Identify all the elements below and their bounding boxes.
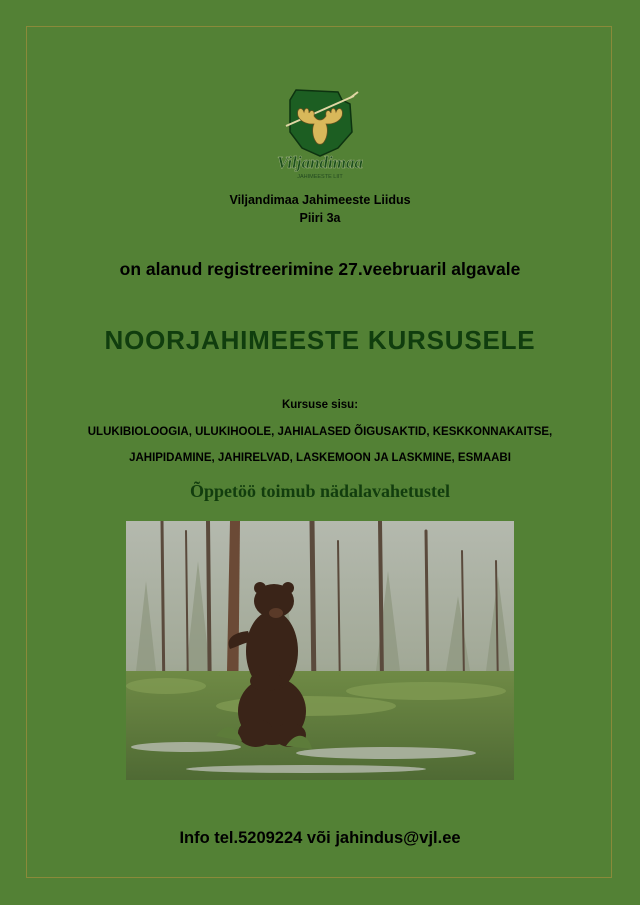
organization-address: Piiri 3a xyxy=(299,211,341,225)
course-content-line: ULUKIBIOLOOGIA, ULUKIHOOLE, JAHIALASED ÕIGUSAKTID, KESKKONNAKAITSE, xyxy=(87,426,553,438)
schedule-note: Õppetöö toimub nädalavahetustel xyxy=(189,481,451,501)
announcement-intro: on alanud registreerimine 27.veebruaril algavale xyxy=(119,259,521,279)
course-title: NOORJAHIMEESTE KURSUSELE xyxy=(104,325,536,355)
logo-wordmark: Viljandimaa xyxy=(277,153,363,172)
course-content-line: JAHIPIDAMINE, JAHIRELVAD, LASKEMOON JA LASKMINE, ESMAABI xyxy=(129,452,511,464)
moose-logo xyxy=(268,86,372,182)
logo-tagline: JAHIMEESTE LIIT xyxy=(297,174,343,180)
contact-info: Info tel.5209224 või jahindus@vjl.ee xyxy=(179,829,461,847)
course-content-label: Kursuse sisu: xyxy=(281,399,359,411)
organization-name: Viljandimaa Jahimeeste Liidus xyxy=(229,193,411,207)
bear-photo xyxy=(126,521,514,780)
